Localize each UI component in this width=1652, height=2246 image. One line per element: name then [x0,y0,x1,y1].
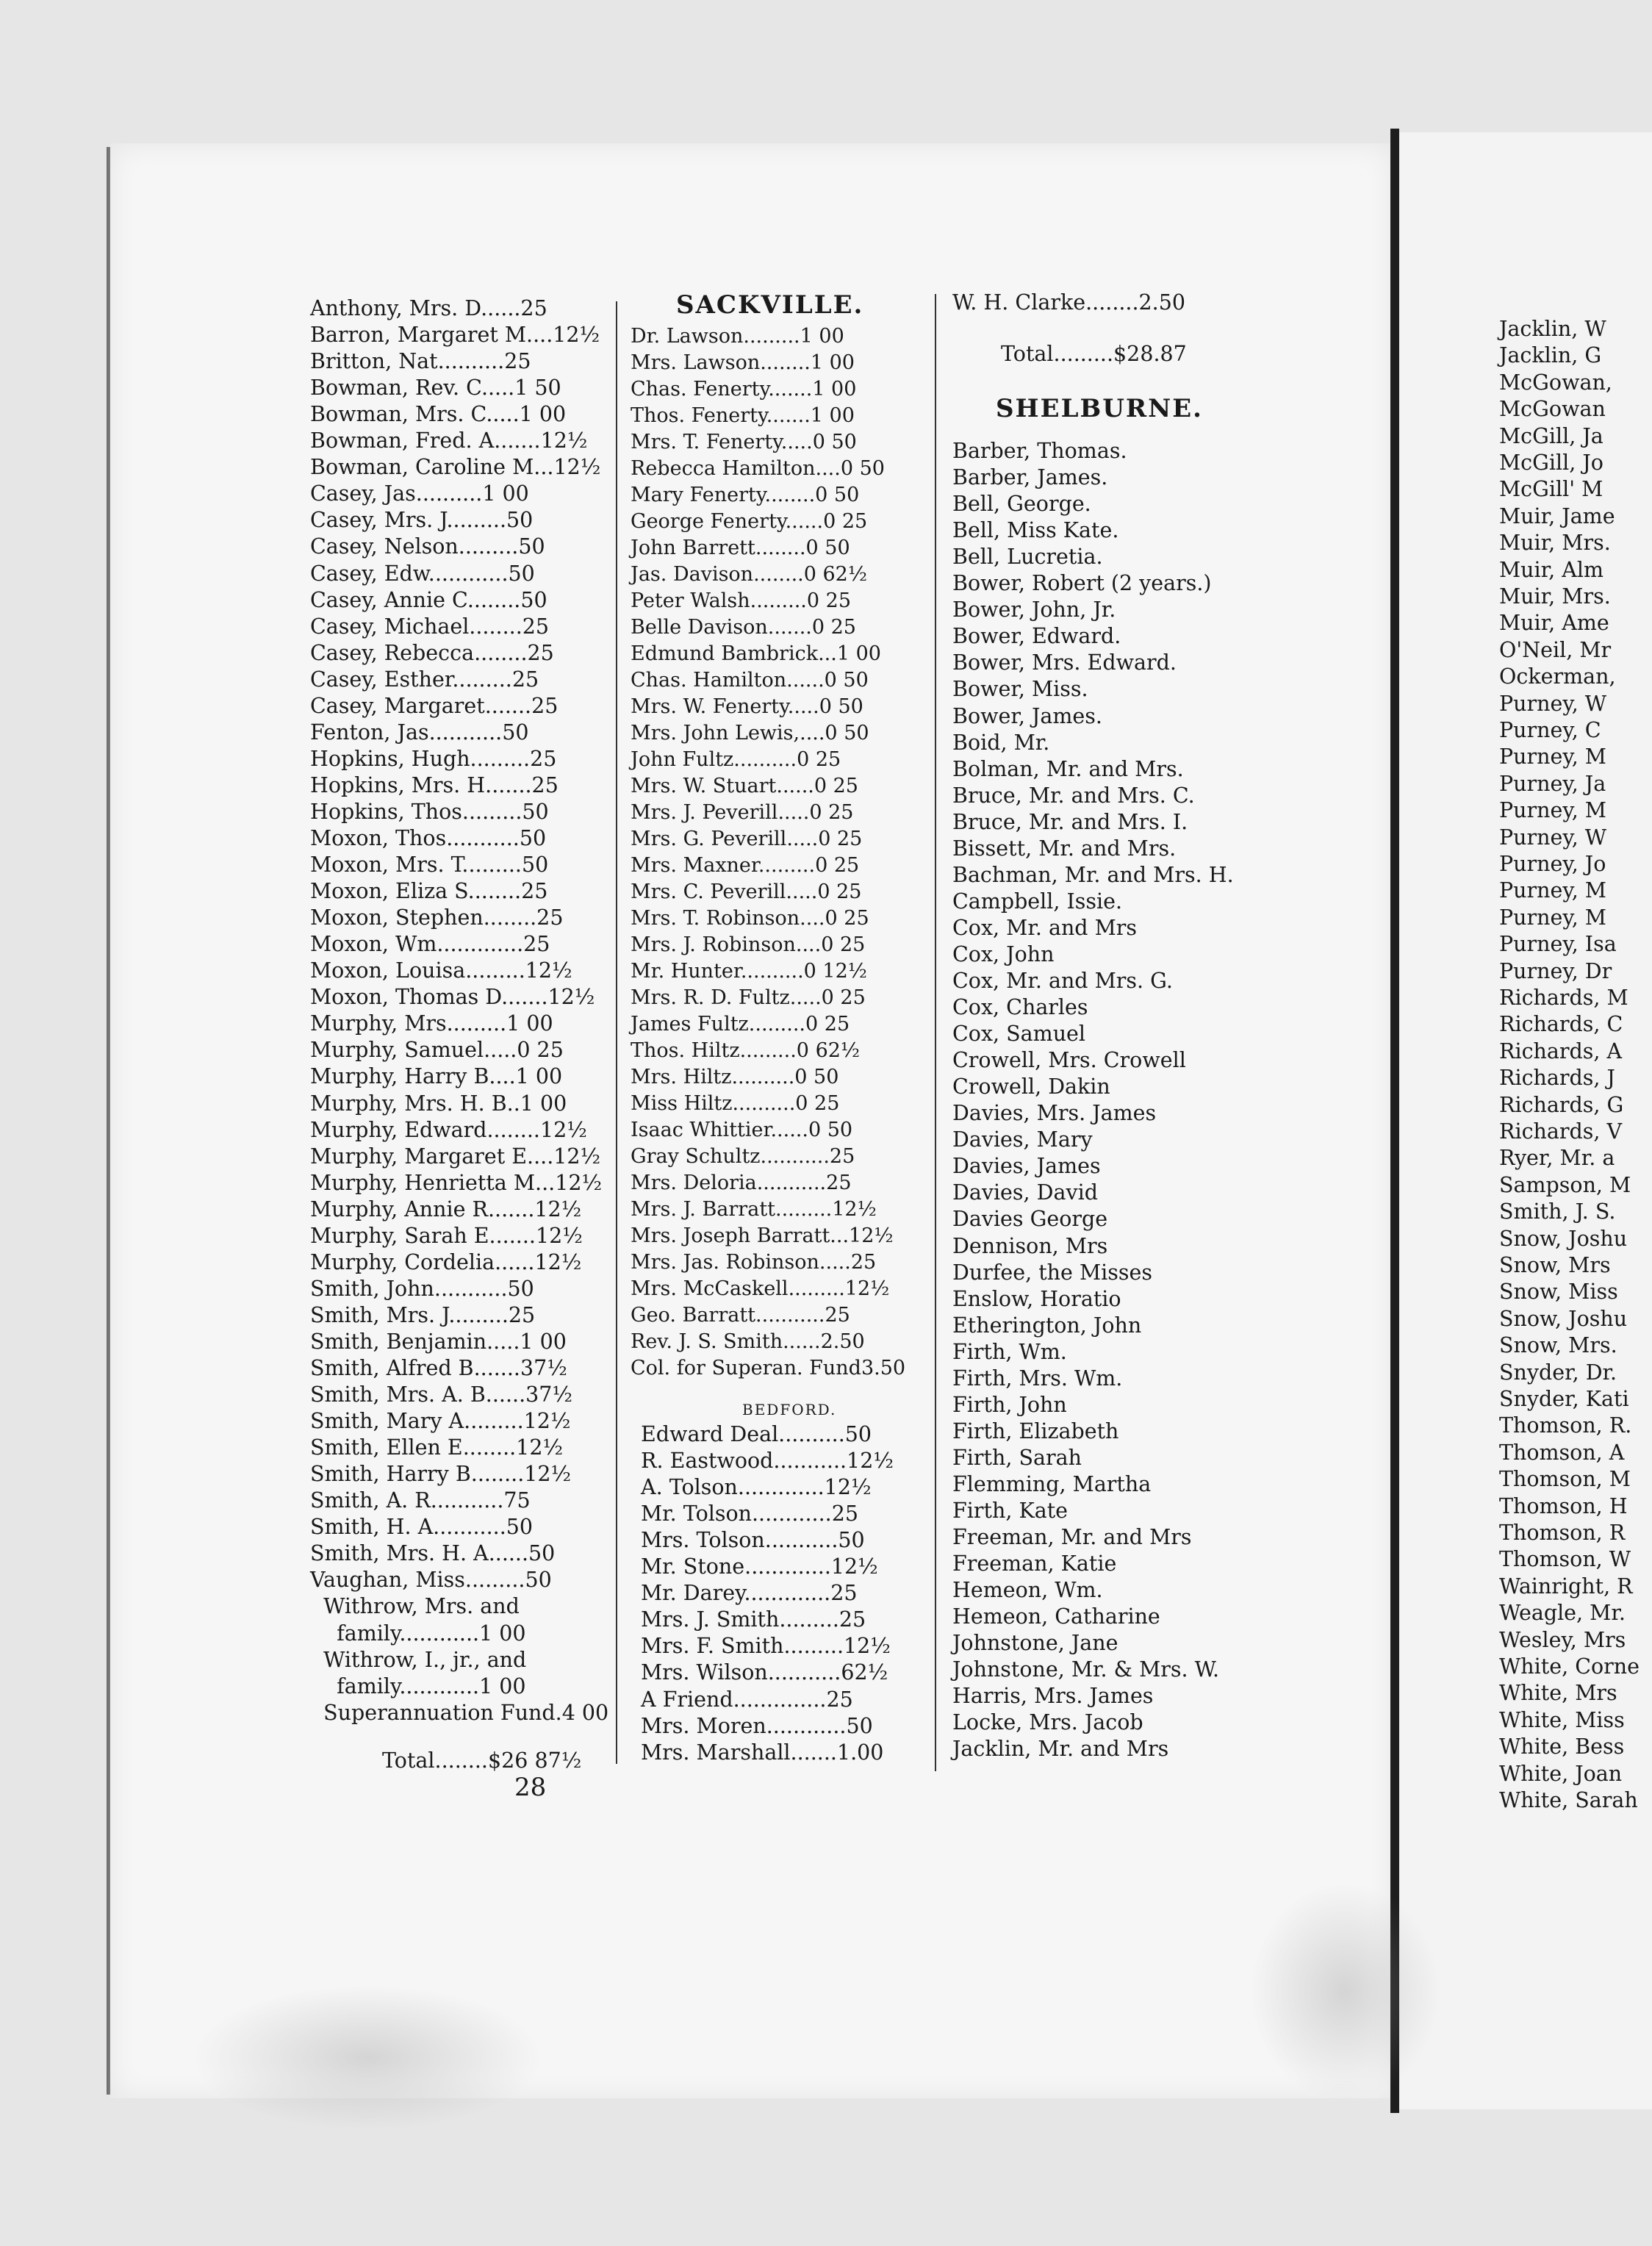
list-item: Vaughan, Miss.........50 [310,1568,552,1593]
list-item: Hemeon, Catharine [952,1604,1160,1629]
list-item: Mrs. C. Peverill.....0 25 [631,880,862,903]
list-item: Anthony, Mrs. D......25 [310,296,547,320]
list-item: Mrs. W. Stuart......0 25 [631,775,858,797]
section-heading-bedford: BEDFORD. [742,1401,837,1418]
list-item: Jacklin, W [1499,317,1606,341]
list-item: Smith, J. S. [1499,1199,1616,1224]
water-stain [1249,1881,1440,2102]
list-item: Firth, Sarah [952,1445,1082,1470]
list-item: Bowman, Rev. C.....1 50 [310,376,561,401]
list-item: Mrs. J. Barratt.........12½ [631,1198,877,1221]
list-item: Moxon, Thomas D.......12½ [310,985,595,1010]
list-item: Johnstone, Mr. & Mrs. W. [952,1657,1220,1682]
list-item: George Fenerty......0 25 [631,510,868,533]
list-item: Locke, Mrs. Jacob [952,1710,1143,1735]
list-item: Harris, Mrs. James [952,1684,1154,1709]
list-item: A Friend..............25 [641,1687,853,1712]
list-item: Muir, Alm [1499,557,1603,582]
list-item: Muir, Mrs. [1499,531,1611,556]
list-item: Richards, M [1499,986,1628,1010]
list-item: Muir, Mrs. [1499,584,1611,609]
list-item: Rebecca Hamilton....0 50 [631,457,885,480]
list-item: Cox, John [952,941,1055,966]
list-item: Casey, Edw............50 [310,561,535,586]
list-item: Richards, V [1499,1119,1623,1144]
list-item: Freeman, Mr. and Mrs [952,1525,1192,1550]
list-item: R. Eastwood...........12½ [641,1449,894,1474]
list-item: Crowell, Dakin [952,1074,1110,1099]
list-item: Purney, M [1499,745,1606,769]
list-item: Davies, Mrs. James [952,1101,1157,1126]
list-item: Smith, H. A...........50 [310,1515,534,1540]
list-item: Purney, W [1499,825,1607,850]
list-item: Peter Walsh.........0 25 [631,589,851,612]
list-item: McGowan, [1499,370,1612,395]
list-item: family............1 00 [310,1673,526,1698]
list-item: Mr. Hunter..........0 12½ [631,960,867,983]
list-item: Bolman, Mr. and Mrs. [952,756,1184,781]
list-item: John Barrett........0 50 [631,537,850,559]
list-item: Thomson, W [1499,1547,1631,1572]
list-item: Mrs. G. Peverill.....0 25 [631,828,863,850]
list-item: Bruce, Mr. and Mrs. C. [952,783,1195,808]
list-item: Smith, Mrs. A. B......37½ [310,1382,573,1407]
list-item: Snow, Joshu [1499,1226,1628,1251]
list-item: Muir, Jame [1499,503,1615,528]
list-item: Casey, Annie C........50 [310,587,547,612]
list-item: Casey, Margaret.......25 [310,693,559,718]
list-item: Mary Fenerty........0 50 [631,484,860,506]
list-item: Murphy, Annie R.......12½ [310,1196,582,1221]
list-item: Belle Davison.......0 25 [631,616,856,639]
list-item: Bowman, Mrs. C.....1 00 [310,402,567,427]
list-item: Firth, Kate [952,1499,1069,1523]
list-item: Britton, Nat..........25 [310,349,531,374]
list-item: Chas. Fenerty.......1 00 [631,378,857,401]
list-item: Ryer, Mr. a [1499,1146,1615,1171]
list-item: McGowan [1499,397,1606,422]
list-item: Mrs. J. Peverill.....0 25 [631,801,854,824]
list-item: Bower, Edward. [952,624,1121,649]
list-item: Bell, Lucretia. [952,545,1103,570]
list-item: Mrs. T. Fenerty.....0 50 [631,431,857,453]
list-item: Bachman, Mr. and Mrs. H. [952,862,1234,887]
list-item: Mrs. Maxner.........0 25 [631,854,860,877]
list-item: Mrs. F. Smith.........12½ [641,1634,891,1659]
list-item: Snow, Mrs [1499,1253,1611,1277]
list-item: Purney, M [1499,798,1606,823]
list-item: Bowman, Fred. A.......12½ [310,428,588,453]
book-gutter [1390,129,1399,2113]
list-item: Smith, Mary A.........12½ [310,1409,571,1434]
list-item: Dennison, Mrs [952,1233,1108,1258]
column-rule [616,301,617,1764]
list-item: Bell, Miss Kate. [952,518,1119,543]
list-item: Smith, Mrs. J.........25 [310,1302,536,1327]
list-item: Col. for Superan. Fund3.50 [631,1357,906,1379]
list-item: Bissett, Mr. and Mrs. [952,836,1177,861]
list-item: Wesley, Mrs [1499,1627,1626,1652]
list-item: Thomson, M [1499,1467,1631,1492]
list-item: Mrs. Moren............50 [641,1713,873,1738]
list-item: Murphy, Edward........12½ [310,1117,587,1142]
list-item: James Fultz.........0 25 [631,1013,850,1036]
list-item: Snow, Joshu [1499,1306,1628,1331]
list-item: McGill' M [1499,477,1603,502]
list-item: Jacklin, G [1499,343,1602,368]
list-item: Jacklin, Mr. and Mrs [952,1737,1169,1762]
list-item: Mr. Darey.............25 [641,1581,858,1606]
list-item: Gray Schultz...........25 [631,1145,855,1168]
list-item: Barber, Thomas. [952,439,1127,463]
water-stain [191,1984,544,2131]
list-item: White, Corne [1499,1654,1640,1679]
list-item: Thomson, H [1499,1493,1628,1518]
list-item: Richards, G [1499,1092,1624,1117]
list-item: Etherington, John [952,1313,1142,1338]
list-item: Davies George [952,1207,1108,1232]
list-item: Bowman, Caroline M...12½ [310,455,601,480]
list-item: Moxon, Louisa.........12½ [310,958,572,983]
list-item: Mrs. Wilson...........62½ [641,1660,888,1685]
list-item: Hopkins, Mrs. H.......25 [310,772,559,797]
list-item: Enslow, Horatio [952,1286,1121,1311]
list-item: Smith, Harry B........12½ [310,1462,572,1487]
list-item: Smith, Alfred B.......37½ [310,1356,567,1380]
list-item: Edward Deal..........50 [641,1422,872,1446]
list-item: Casey, Esther.........25 [310,667,539,692]
list-item: Richards, J [1499,1066,1615,1091]
list-item: Snow, Miss [1499,1280,1618,1305]
list-item: family............1 00 [310,1621,526,1646]
list-item: Cox, Samuel [952,1022,1086,1047]
list-item: Purney, Isa [1499,932,1617,957]
list-item: Chas. Hamilton......0 50 [631,669,869,692]
list-item: Sampson, M [1499,1172,1631,1197]
list-item: Cox, Mr. and Mrs [952,915,1138,940]
list-item: Mrs. John Lewis,....0 50 [631,722,869,745]
list-item: Jas. Davison........0 62½ [631,563,868,586]
list-item: McGill, Ja [1499,423,1603,448]
list-item: Casey, Michael........25 [310,614,550,639]
list-item: Firth, Wm. [952,1339,1067,1364]
list-item: Campbell, Issie. [952,889,1123,914]
list-item: Purney, Dr [1499,958,1612,983]
list-item: Smith, John...........50 [310,1276,534,1301]
list-item: Mr. Stone.............12½ [641,1554,878,1579]
list-item: Snow, Mrs. [1499,1333,1617,1358]
list-item: White, Miss [1499,1707,1625,1732]
clarke-entry: W. H. Clarke........2.50 [952,290,1186,315]
list-item: Crowell, Mrs. Crowell [952,1048,1186,1073]
list-item: Hopkins, Thos.........50 [310,799,549,824]
list-item: Davies, Mary [952,1127,1093,1152]
list-item: Firth, Elizabeth [952,1418,1119,1443]
list-item: Purney, M [1499,905,1606,930]
column-rule [935,294,936,1771]
list-item: Mrs. Marshall.......1.00 [641,1740,884,1765]
list-item: Dr. Lawson.........1 00 [631,325,844,348]
list-item: Mrs. T. Robinson....0 25 [631,907,869,930]
list-item: Boid, Mr. [952,730,1050,755]
list-item: Murphy, Henrietta M...12½ [310,1170,603,1195]
section-heading-sackville: SACKVILLE. [676,290,864,320]
list-item: Mrs. McCaskell.........12½ [631,1277,890,1300]
list-item: Bell, George. [952,492,1091,517]
list-item: Wainright, R [1499,1574,1633,1599]
list-item: Ockerman, [1499,664,1616,689]
list-item: Smith, Benjamin.....1 00 [310,1329,567,1354]
list-item: Purney, Jo [1499,852,1606,876]
column-total: Total........$26 87½ [382,1748,582,1773]
list-item: Mrs. J. Robinson....0 25 [631,933,866,956]
list-item: Moxon, Eliza S........25 [310,879,548,904]
list-item: Isaac Whittier......0 50 [631,1119,853,1141]
list-item: Hemeon, Wm. [952,1578,1103,1603]
list-item: Mrs. J. Smith.........25 [641,1607,866,1632]
list-item: Mrs. R. D. Fultz.....0 25 [631,986,866,1009]
list-item: Smith, A. R...........75 [310,1488,531,1513]
list-item: Richards, A [1499,1038,1623,1063]
list-item: Mrs. Lawson........1 00 [631,351,855,374]
list-item: Mrs. W. Fenerty.....0 50 [631,695,863,718]
list-item: Cox, Mr. and Mrs. G. [952,969,1173,993]
list-item: Hopkins, Hugh.........25 [310,746,557,771]
list-item: Edmund Bambrick...1 00 [631,642,881,665]
list-item: Bower, Miss. [952,677,1088,702]
list-item: Bower, Mrs. Edward. [952,650,1177,675]
list-item: Moxon, Wm.............25 [310,932,550,957]
list-item: Miss Hiltz..........0 25 [631,1092,840,1115]
list-item: Bower, James. [952,703,1102,728]
section-heading-shelburne: SHELBURNE. [996,394,1203,423]
page-number: 28 [514,1773,547,1802]
list-item: Murphy, Mrs.........1 00 [310,1011,553,1036]
list-item: Barron, Margaret M....12½ [310,323,600,348]
list-item: Mrs. Tolson...........50 [641,1528,865,1553]
list-item: Flemming, Martha [952,1471,1152,1496]
list-item: Moxon, Stephen........25 [310,905,564,930]
list-item: Geo. Barratt...........25 [631,1304,850,1327]
list-item: Bruce, Mr. and Mrs. I. [952,809,1188,834]
list-item: Freeman, Katie [952,1551,1117,1576]
list-item: Casey, Jas..........1 00 [310,481,529,506]
list-item: White, Joan [1499,1761,1623,1786]
list-item: John Fultz..........0 25 [631,748,841,771]
list-item: Murphy, Cordelia......12½ [310,1249,582,1274]
list-item: Mr. Tolson............25 [641,1501,858,1526]
list-item: Murphy, Margaret E....12½ [310,1144,601,1169]
list-item: Mrs. Jas. Robinson.....25 [631,1251,877,1274]
list-item: Johnstone, Jane [952,1631,1118,1656]
list-item: Bower, Robert (2 years.) [952,571,1212,596]
list-item: Casey, Nelson.........50 [310,534,545,559]
list-item: Durfee, the Misses [952,1260,1153,1285]
list-item: Firth, John [952,1392,1067,1417]
list-item: Withrow, I., jr., and [310,1647,527,1672]
list-item: Davies, James [952,1154,1101,1179]
list-item: Thomson, R [1499,1521,1626,1545]
list-item: Murphy, Sarah E.......12½ [310,1223,583,1248]
list-item: Murphy, Mrs. H. B..1 00 [310,1091,567,1116]
list-item: Superannuation Fund.4 00 [310,1700,609,1725]
list-item: White, Sarah [1499,1788,1638,1812]
list-item: McGill, Jo [1499,451,1603,475]
column-total: Total.........$28.87 [1001,342,1187,366]
list-item: White, Bess [1499,1734,1625,1759]
list-item: Smith, Ellen E........12½ [310,1435,564,1460]
list-item: Muir, Ame [1499,611,1609,636]
list-item: Casey, Rebecca........25 [310,640,554,665]
list-item: Weagle, Mr. [1499,1601,1626,1626]
list-item: Mrs. Joseph Barratt...12½ [631,1224,894,1247]
list-item: Snyder, Kati [1499,1387,1629,1411]
list-item: Richards, C [1499,1012,1623,1037]
list-item: Thos. Hiltz.........0 62½ [631,1039,861,1062]
list-item: Purney, M [1499,878,1606,903]
list-item: Thomson, A [1499,1440,1625,1465]
list-item: Moxon, Thos...........50 [310,826,547,850]
list-item: Mrs. Hiltz..........0 50 [631,1066,839,1088]
list-item: Murphy, Harry B....1 00 [310,1064,563,1089]
list-item: Thomson, R. [1499,1413,1632,1438]
list-item: Bower, John, Jr. [952,598,1116,623]
list-item: White, Mrs [1499,1681,1617,1706]
list-item: Barber, James. [952,465,1108,490]
list-item: Purney, Ja [1499,771,1606,796]
list-item: Fenton, Jas...........50 [310,720,529,745]
list-item: Snyder, Dr. [1499,1360,1617,1385]
list-item: Thos. Fenerty.......1 00 [631,404,855,427]
list-item: Firth, Mrs. Wm. [952,1366,1123,1391]
list-item: Smith, Mrs. H. A......50 [310,1541,556,1566]
list-item: Mrs. Deloria...........25 [631,1172,852,1194]
list-item: Purney, W [1499,691,1607,716]
list-item: Withrow, Mrs. and [310,1594,520,1619]
list-item: Davies, David [952,1180,1098,1205]
list-item: Moxon, Mrs. T.........50 [310,853,549,878]
list-item: Purney, C [1499,718,1601,742]
list-item: Casey, Mrs. J.........50 [310,508,534,533]
list-item: O'Neil, Mr [1499,637,1612,662]
list-item: Murphy, Samuel.....0 25 [310,1038,564,1063]
list-item: Rev. J. S. Smith......2.50 [631,1330,865,1353]
list-item: Cox, Charles [952,995,1088,1020]
list-item: A. Tolson.............12½ [641,1475,872,1500]
